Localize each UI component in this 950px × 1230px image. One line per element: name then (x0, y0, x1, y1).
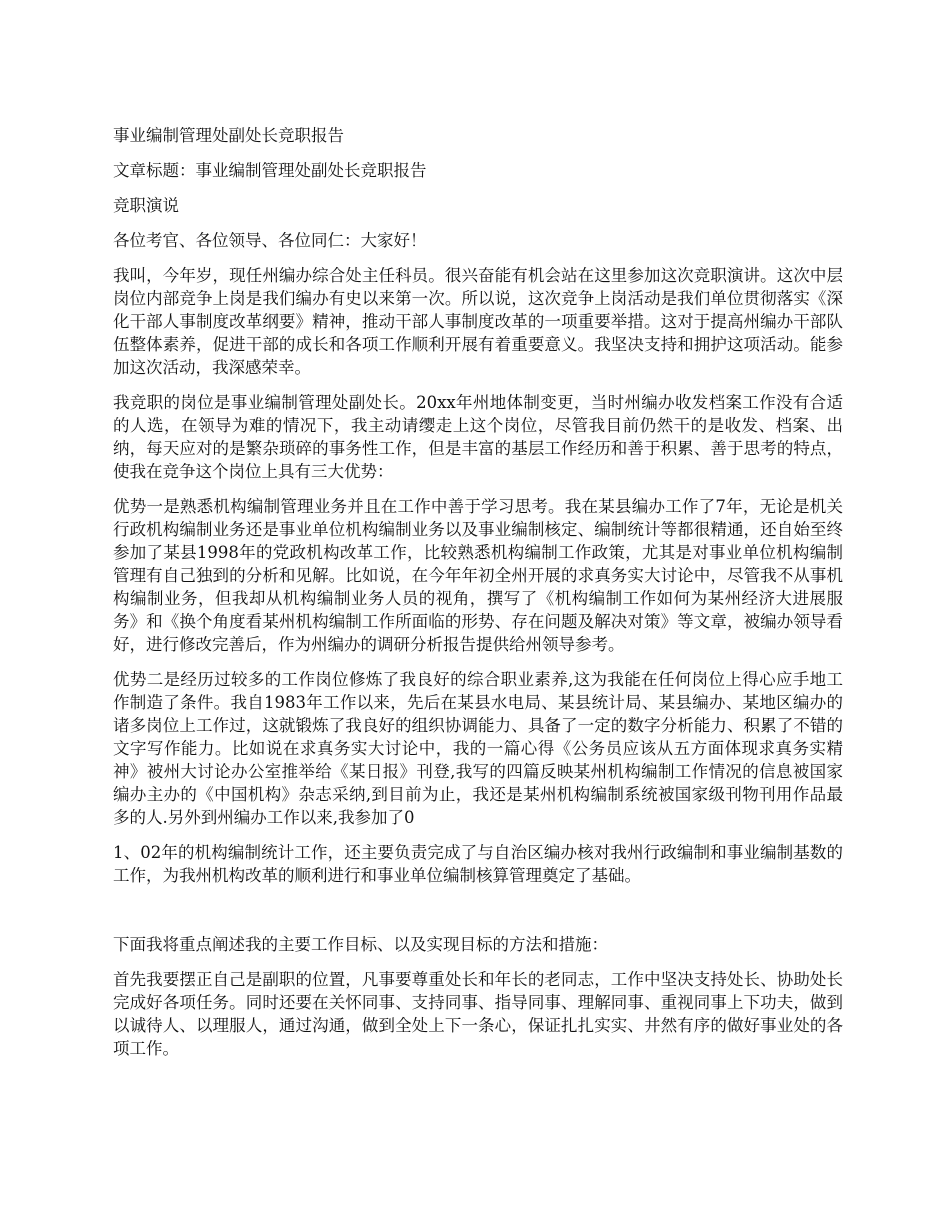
body-paragraph: 我叫，今年岁，现任州编办综合处主任科员。很兴奋能有机会站在这里参加这次竞职演讲。这次中层岗位内部竞争上岗是我们编办有史以来第一次。所以说，这次竞争上岗活动是我们单位贯彻落实《深化干部人事制度改革纲要》精神，推动干部人事制度改革的一项重要举措。这对于提高州编办干部队伍整体素养，促进干部的成长和各项工作顺利开展有着重要意义。我坚决支持和拥护这项活动。能参加这次活动，我深感荣幸。 (113, 266, 843, 377)
body-paragraph: 优势二是经历过较多的工作岗位修炼了我良好的综合职业素养,这为我能在任何岗位上得心应手地工作制造了条件。我自1983年工作以来，先后在某县水电局、某县统计局、某县编办、某地区编办的诸多岗位上工作过，这就锻炼了我良好的组织协调能力、具备了一定的数字分析能力、积累了不错的文字写作能力。比如说在求真务实大讨论中，我的一篇心得《公务员应该从五方面体现求真务实精神》被州大讨论办公室推举给《某日报》刊登,我写的四篇反映某州机构编制工作情况的信息被国家编办主办的《中国机构》杂志采纳,到目前为止，我还是某州机构编制系统被国家级刊物刊用作品最多的人.另外到州编办工作以来,我参加了0 (113, 670, 843, 827)
section-heading: 竞职演说 (113, 196, 179, 215)
article-title-line: 文章标题：事业编制管理处副处长竞职报告 (113, 161, 427, 180)
document-title: 事业编制管理处副处长竞职报告 (113, 126, 344, 145)
body-paragraph: 首先我要摆正自己是副职的位置，凡事要尊重处长和年长的老同志，工作中坚决支持处长、协助处长完成好各项任务。同时还要在关怀同事、支持同事、指导同事、理解同事、重视同事上下功夫，做到以诚待人、以理服人，通过沟通，做到全处上下一条心，保证扎扎实实、井然有序的做好事业处的各项工作。 (113, 970, 843, 1058)
body-paragraph: 优势一是熟悉机构编制管理业务并且在工作中善于学习思考。我在某县编办工作了7年，无论是机关行政机构编制业务还是事业单位机构编制业务以及事业编制核定、编制统计等都很精通，还自始至终参加了某县1998年的党政机构改革工作，比较熟悉机构编制工作政策，尤其是对事业单位机构编制管理有自己独到的分析和见解。比如说，在今年年初全州开展的求真务实大讨论中，尽管我不从事机构编制业务，但我却从机构编制业务人员的视角，撰写了《机构编制工作如何为某州经济大进展服务》和《换个角度看某州机构编制工作所面临的形势、存在问题及解决对策》等文章，被编办领导看好，进行修改完善后，作为州编办的调研分析报告提供给州领导参考。 (113, 497, 843, 654)
greeting-paragraph: 各位考官、各位领导、各位同仁：大家好！ (113, 231, 427, 250)
document-page (113, 124, 843, 1072)
body-paragraph: 我竞职的岗位是事业编制管理处副处长。20xx年州地体制变更，当时州编办收发档案工作没有合适的人选，在领导为难的情况下，我主动请缨走上这个岗位，尽管我目前仍然干的是收发、档案、出纳，每天应对的是繁杂琐碎的事务性工作，但是丰富的基层工作经历和善于积累、善于思考的特点，使我在竞争这个岗位上具有三大优势： (113, 393, 843, 481)
body-paragraph: 下面我将重点阐述我的主要工作目标、以及实现目标的方法和措施： (113, 935, 608, 954)
body-paragraph: 1、02年的机构编制统计工作，还主要负责完成了与自治区编办核对我州行政编制和事业编制基数的工作，为我州机构改革的顺利进行和事业单位编制核算管理奠定了基础。 (113, 843, 843, 885)
blank-line (113, 899, 843, 933)
